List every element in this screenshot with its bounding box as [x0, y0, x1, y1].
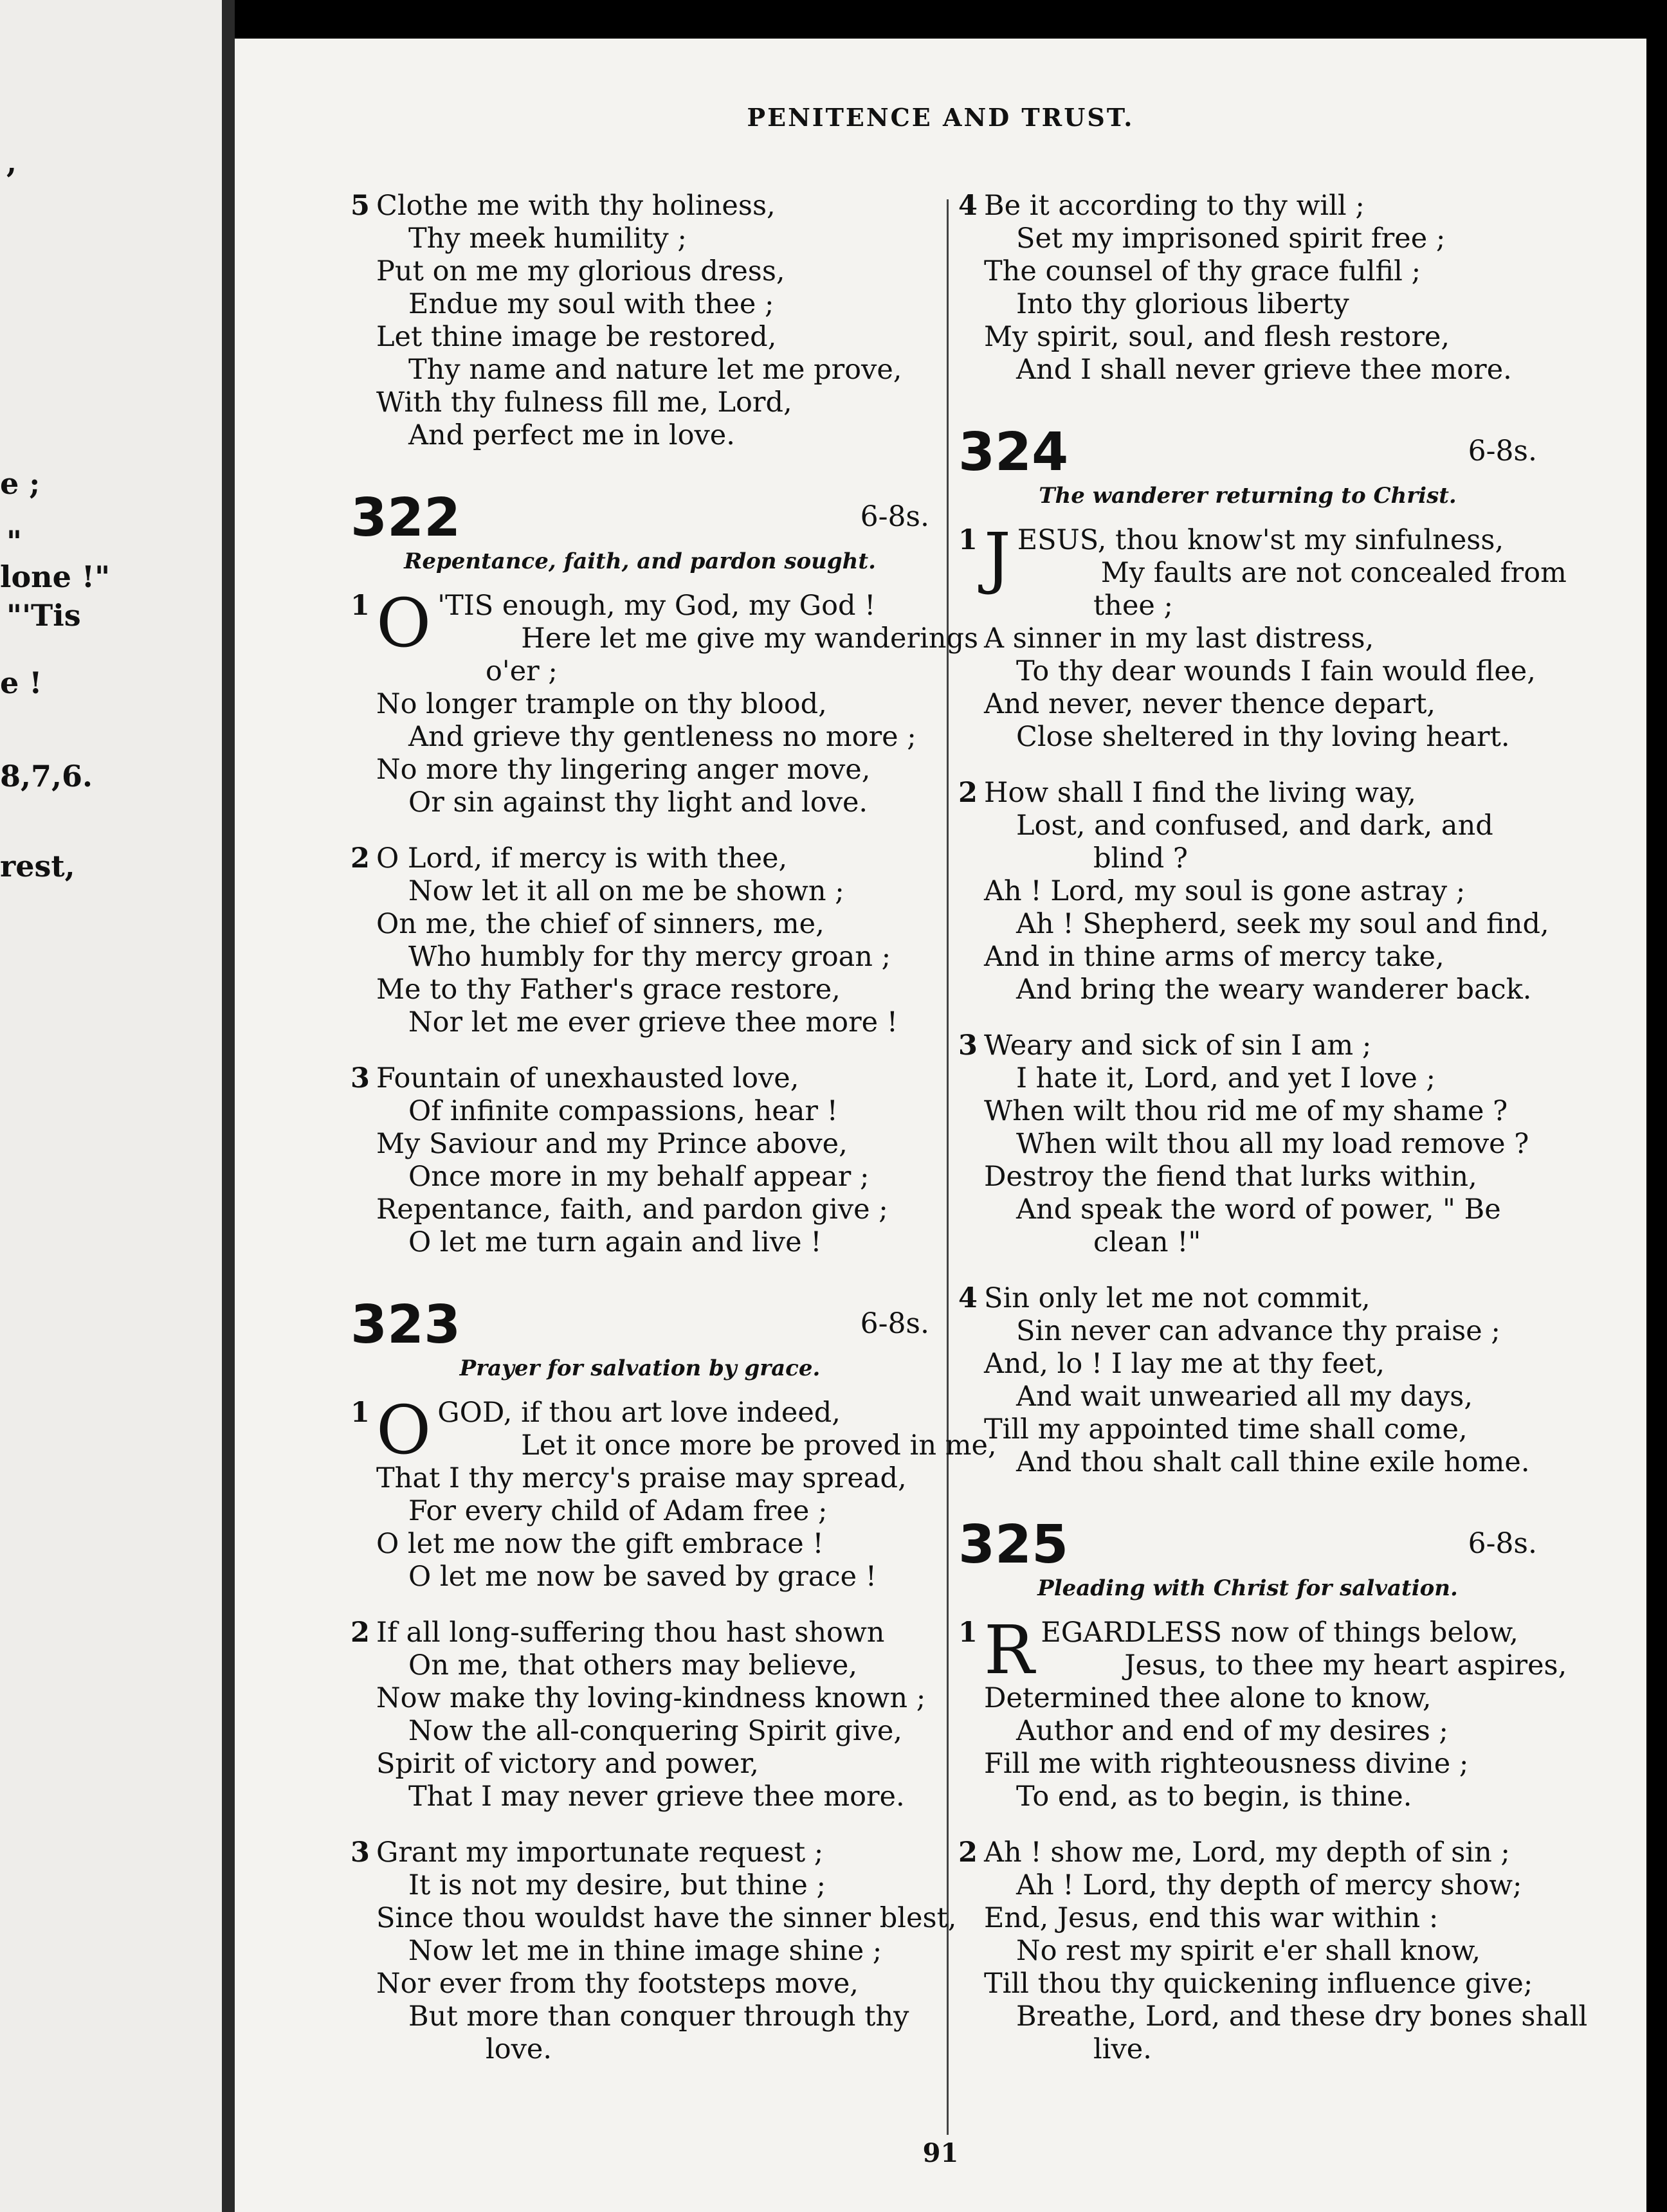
stanza-number: 5	[351, 190, 370, 222]
verse-text: Determined thee alone to know,	[984, 1682, 1432, 1714]
verse-text: How shall I find the living way,	[984, 777, 1416, 809]
stanza-number: 1	[958, 1617, 978, 1649]
verse-line	[351, 288, 929, 321]
verse-line	[351, 721, 929, 754]
hymn-block	[351, 190, 929, 452]
verse-text: Lost, and confused, and dark, and	[1016, 810, 1493, 842]
verse-text: Grant my importunate request ;	[376, 1836, 824, 1869]
verse-line	[351, 875, 929, 908]
verse-line	[958, 941, 1537, 974]
verse-line	[351, 1649, 929, 1682]
verse-text: Weary and sick of sin I am ;	[984, 1029, 1372, 1062]
verse-text: On me, that others may believe,	[408, 1649, 858, 1682]
verse-line	[958, 1128, 1537, 1161]
drop-capital: J	[984, 518, 1011, 597]
stanza-number: 4	[958, 1282, 978, 1314]
verse-line	[958, 1161, 1537, 1193]
verse-line	[351, 1561, 929, 1593]
verse-text: But more than conquer through thy	[408, 2000, 909, 2033]
verse-text: live.	[1093, 2033, 1152, 2065]
verse-line	[351, 1462, 929, 1495]
verse-text: Repentance, faith, and pardon give ;	[376, 1193, 888, 1226]
verse-line	[351, 1161, 929, 1193]
verse-text: Set my imprisoned spirit free ;	[1016, 222, 1446, 255]
verse-line	[958, 908, 1549, 941]
verse-line	[958, 222, 1537, 255]
stanza	[958, 1836, 1588, 2066]
verse-line	[958, 1315, 1537, 1348]
verse-line	[958, 190, 1537, 222]
drop-capital: O	[376, 1391, 432, 1469]
stanza	[351, 1062, 929, 1259]
hymn-block	[351, 1294, 997, 2066]
verse-line	[351, 1869, 929, 1902]
left-fragment: 8,7,6.	[0, 759, 93, 793]
verse-line	[958, 655, 1537, 688]
verse-text: Fountain of unexhausted love,	[376, 1062, 799, 1094]
hymn-title: Prayer for salvation by grace.	[459, 1355, 821, 1381]
hymn-block	[958, 190, 1537, 386]
verse-line	[958, 1748, 1537, 1781]
stanza	[351, 1836, 957, 2066]
column-rule	[947, 199, 949, 2135]
left-fragment: e ;	[0, 466, 41, 501]
verse-text: Put on me my glorious dress,	[376, 255, 785, 287]
verse-line	[958, 1836, 1537, 1869]
verse-text: Now make thy loving-kindness known ;	[376, 1682, 926, 1714]
verse-text: blind ?	[1093, 842, 1188, 875]
verse-text: Till my appointed time shall come,	[984, 1413, 1468, 1446]
verse-text: Sin never can advance thy praise ;	[1016, 1315, 1500, 1347]
left-fragment: rest,	[0, 849, 75, 884]
verse-line	[958, 255, 1537, 288]
verse-text: And wait unwearied all my days,	[1016, 1381, 1473, 1413]
verse-line	[958, 875, 1537, 908]
verse-text: And bring the weary wanderer back.	[1016, 974, 1532, 1006]
verse-text: For every child of Adam free ;	[408, 1495, 828, 1527]
verse-line	[351, 1226, 929, 1259]
verse-line	[958, 1282, 1537, 1315]
hymn-number: 323	[351, 1294, 461, 1355]
verse-line	[958, 1062, 1537, 1095]
verse-line	[958, 354, 1537, 386]
stanza-number: 2	[351, 842, 370, 875]
verse-text: End, Jesus, end this war within :	[984, 1902, 1439, 1934]
right-column	[958, 190, 1588, 2101]
verse-text: My faults are not concealed from	[1100, 557, 1567, 589]
verse-text: And perfect me in love.	[408, 419, 735, 451]
stanza	[958, 1282, 1537, 1479]
hymn-block	[958, 422, 1567, 1479]
verse-text: Nor ever from thy footsteps move,	[376, 1968, 859, 2000]
verse-line	[958, 1682, 1537, 1715]
verse-text: Into thy glorious liberty	[1016, 288, 1349, 320]
verse-line	[351, 1528, 929, 1561]
stanza-number: 1	[351, 590, 370, 622]
verse-line	[351, 222, 929, 255]
verse-text: Clothe me with thy holiness,	[376, 190, 776, 222]
left-fragment: ,	[6, 145, 17, 179]
verse-text: Spirit of victory and power,	[376, 1748, 759, 1780]
hymn-number: 324	[958, 422, 1069, 483]
verse-text: Thy name and nature let me prove,	[408, 354, 902, 386]
verse-text: Endue my soul with thee ;	[408, 288, 774, 320]
verse-text: To thy dear wounds I fain would flee,	[1016, 655, 1536, 687]
verse-text: When wilt thou rid me of my shame ?	[984, 1095, 1508, 1127]
verse-line	[351, 419, 929, 452]
hymnal-page	[235, 39, 1646, 2212]
verse-line	[958, 1715, 1537, 1748]
verse-text: O let me now the gift embrace !	[376, 1528, 824, 1560]
verse-text: Sin only let me not commit,	[984, 1282, 1371, 1314]
hymn-header	[351, 487, 929, 548]
verse-line	[351, 1006, 929, 1039]
left-page-fragment	[0, 0, 222, 2212]
verse-line	[351, 622, 979, 655]
stanza-number: 1	[351, 1397, 370, 1429]
hymn-meter: 6-8s.	[1468, 435, 1537, 467]
hymn-number: 325	[958, 1514, 1069, 1575]
stanza	[351, 190, 929, 452]
verse-line	[958, 1869, 1537, 1902]
verse-line	[351, 1128, 929, 1161]
verse-text: Now let me in thine image shine ;	[408, 1935, 882, 1967]
verse-line	[351, 1781, 929, 1813]
stanza	[958, 1611, 1567, 1813]
verse-text: Ah ! show me, Lord, my depth of sin ;	[984, 1836, 1510, 1869]
verse-line	[351, 1748, 929, 1781]
hymn-header	[958, 1514, 1537, 1575]
verse-line	[958, 2033, 1537, 2066]
verse-text: On me, the chief of sinners, me,	[376, 908, 824, 940]
left-fragment: lone !"	[0, 559, 111, 594]
verse-line	[351, 386, 929, 419]
verse-text: clean !"	[1093, 1226, 1201, 1258]
hymn-title: Pleading with Christ for salvation.	[1037, 1575, 1458, 1601]
verse-line	[351, 1429, 997, 1462]
verse-line	[351, 2033, 929, 2066]
page-number: 91	[922, 2138, 959, 2168]
verse-line	[351, 255, 929, 288]
verse-line	[351, 754, 929, 786]
verse-text: Close sheltered in thy loving heart.	[1016, 721, 1510, 753]
verse-text: And speak the word of power, " Be	[1016, 1193, 1501, 1226]
verse-text: And in thine arms of mercy take,	[984, 941, 1444, 973]
verse-line	[351, 974, 929, 1006]
verse-text: To end, as to begin, is thine.	[1016, 1781, 1412, 1813]
verse-line	[958, 590, 1537, 622]
stanza-number: 3	[958, 1029, 978, 1062]
verse-line	[958, 721, 1537, 754]
verse-line	[958, 1029, 1537, 1062]
verse-text: GOD, if thou art love indeed,	[437, 1397, 841, 1429]
verse-text: Let it once more be proved in me,	[521, 1429, 997, 1462]
hymn-number: 322	[351, 487, 461, 548]
verse-text: EGARDLESS now of things below,	[1041, 1617, 1518, 1649]
verse-line	[958, 1348, 1537, 1381]
stanza-number: 1	[958, 524, 978, 556]
verse-line	[351, 1902, 957, 1935]
verse-line	[351, 1682, 929, 1715]
stanza-number: 2	[351, 1617, 370, 1649]
verse-text: O let me turn again and live !	[408, 1226, 822, 1258]
hymn-meter: 6-8s.	[860, 500, 929, 533]
verse-line	[958, 1649, 1567, 1682]
verse-line	[351, 655, 929, 688]
verse-text: When wilt thou all my load remove ?	[1016, 1128, 1529, 1160]
stanza-number: 4	[958, 190, 978, 222]
verse-text: Jesus, to thee my heart aspires,	[1124, 1649, 1567, 1682]
verse-line	[351, 842, 929, 875]
verse-text: No more thy lingering anger move,	[376, 754, 871, 786]
verse-text: Since thou wouldst have the sinner blest,	[376, 1902, 957, 1934]
stanza	[351, 842, 929, 1039]
verse-text: Once more in my behalf appear ;	[408, 1161, 870, 1193]
verse-text: Ah ! Lord, thy depth of mercy show;	[1016, 1869, 1522, 1901]
drop-capital: R	[984, 1611, 1035, 1689]
verse-text: And I shall never grieve thee more.	[1016, 354, 1512, 386]
verse-line	[351, 688, 929, 721]
verse-text: Or sin against thy light and love.	[408, 786, 868, 819]
stanza	[958, 518, 1567, 754]
verse-text: That I may never grieve thee more.	[408, 1781, 905, 1813]
verse-text: And thou shalt call thine exile home.	[1016, 1446, 1530, 1478]
verse-line	[958, 1446, 1537, 1479]
verse-line	[958, 1413, 1537, 1446]
verse-text: And never, never thence depart,	[984, 688, 1436, 720]
verse-line	[958, 1935, 1537, 1968]
verse-line	[351, 190, 929, 222]
stanza-number: 3	[351, 1062, 370, 1094]
verse-line	[958, 1381, 1537, 1413]
verse-line	[351, 1495, 929, 1528]
verse-text: And grieve thy gentleness no more ;	[408, 721, 916, 753]
verse-text: It is not my desire, but thine ;	[408, 1869, 826, 1901]
verse-line	[958, 1968, 1537, 2000]
verse-text: No rest my spirit e'er shall know,	[1016, 1935, 1481, 1967]
drop-capital: O	[376, 584, 432, 662]
stanza-number: 2	[958, 777, 978, 809]
hymn-title: The wanderer returning to Christ.	[1039, 483, 1457, 509]
verse-text: Ah ! Shepherd, seek my soul and find,	[1016, 908, 1549, 940]
verse-line	[958, 1193, 1537, 1226]
verse-line	[351, 941, 929, 974]
verse-text: Now let it all on me be shown ;	[408, 875, 844, 907]
verse-line	[351, 1935, 929, 1968]
stanza	[351, 584, 979, 819]
hymn-title: Repentance, faith, and pardon sought.	[404, 548, 876, 574]
verse-text: Nor let me ever grieve thee more !	[408, 1006, 898, 1038]
left-column	[351, 190, 997, 2101]
verse-text: That I thy mercy's praise may spread,	[376, 1462, 907, 1494]
hymn-meter: 6-8s.	[1468, 1527, 1537, 1560]
verse-line	[958, 842, 1537, 875]
hymn-block	[958, 1514, 1588, 2066]
verse-text: Author and end of my desires ;	[1016, 1715, 1448, 1747]
verse-line	[958, 974, 1537, 1006]
verse-line	[351, 1715, 929, 1748]
stanza	[958, 777, 1549, 1006]
verse-text: o'er ;	[486, 655, 558, 687]
verse-line	[351, 1617, 929, 1649]
left-fragment: "'Tis	[6, 598, 81, 633]
verse-line	[351, 1836, 929, 1869]
verse-line	[958, 810, 1537, 842]
verse-text: Let thine image be restored,	[376, 321, 777, 353]
verse-text: Ah ! Lord, my soul is gone astray ;	[984, 875, 1466, 907]
hymn-header	[351, 1294, 929, 1355]
verse-line	[351, 321, 929, 354]
verse-line	[958, 777, 1537, 810]
hymn-meter: 6-8s.	[860, 1307, 929, 1340]
verse-text: The counsel of thy grace fulfil ;	[984, 255, 1421, 287]
verse-text: 'TIS enough, my God, my God !	[437, 590, 876, 622]
verse-line	[351, 786, 929, 819]
verse-text: Thy meek humility ;	[408, 222, 687, 255]
verse-line	[351, 1062, 929, 1095]
stanza	[958, 190, 1537, 386]
verse-line	[351, 908, 929, 941]
verse-text: Here let me give my wanderings	[521, 622, 979, 655]
stanza-number: 3	[351, 1836, 370, 1869]
hymn-header	[958, 422, 1537, 483]
verse-text: With thy fulness fill me, Lord,	[376, 386, 792, 419]
verse-line	[958, 622, 1537, 655]
verse-text: I hate it, Lord, and yet I love ;	[1016, 1062, 1436, 1094]
stanza	[351, 1617, 929, 1813]
stanza	[958, 1029, 1537, 1259]
verse-line	[351, 1968, 929, 2000]
verse-text: Destroy the fiend that lurks within,	[984, 1161, 1477, 1193]
verse-text: Me to thy Father's grace restore,	[376, 974, 841, 1006]
verse-text: Be it according to thy will ;	[984, 190, 1365, 222]
verse-line	[958, 1095, 1537, 1128]
verse-text: My Saviour and my Prince above,	[376, 1128, 848, 1160]
verse-line	[958, 2000, 1588, 2033]
verse-line	[351, 1193, 929, 1226]
verse-text: My spirit, soul, and flesh restore,	[984, 321, 1450, 353]
verse-line	[351, 1095, 929, 1128]
verse-text: Breathe, Lord, and these dry bones shall	[1016, 2000, 1588, 2033]
verse-line	[351, 2000, 929, 2033]
verse-text: No longer trample on thy blood,	[376, 688, 827, 720]
verse-text: thee ;	[1093, 590, 1174, 622]
left-fragment: e !	[0, 666, 42, 700]
verse-text: love.	[486, 2033, 552, 2065]
verse-line	[958, 1902, 1537, 1935]
verse-text: Fill me with righteousness divine ;	[984, 1748, 1469, 1780]
verse-text: Who humbly for thy mercy groan ;	[408, 941, 891, 973]
verse-text: ESUS, thou know'st my sinfulness,	[1017, 524, 1504, 556]
verse-line	[958, 688, 1537, 721]
verse-line	[958, 288, 1537, 321]
verse-text: If all long-suffering thou hast shown	[376, 1617, 885, 1649]
verse-text: Of infinite compassions, hear !	[408, 1095, 838, 1127]
verse-line	[958, 1781, 1537, 1813]
stanza	[351, 1391, 997, 1593]
verse-line	[351, 354, 929, 386]
verse-line	[958, 557, 1567, 590]
verse-text: Now the all-conquering Spirit give,	[408, 1715, 902, 1747]
stanza-number: 2	[958, 1836, 978, 1869]
verse-text: O Lord, if mercy is with thee,	[376, 842, 788, 875]
verse-text: Till thou thy quickening influence give;	[984, 1968, 1533, 2000]
verse-text: A sinner in my last distress,	[984, 622, 1374, 655]
verse-line	[958, 321, 1537, 354]
hymn-block	[351, 487, 979, 1259]
left-fragment: "	[6, 524, 22, 559]
verse-line	[958, 1226, 1537, 1259]
book-gutter	[222, 0, 235, 2212]
verse-text: And, lo ! I lay me at thy feet,	[984, 1348, 1385, 1380]
verse-text: O let me now be saved by grace !	[408, 1561, 877, 1593]
running-head: PENITENCE AND TRUST.	[747, 103, 1134, 132]
